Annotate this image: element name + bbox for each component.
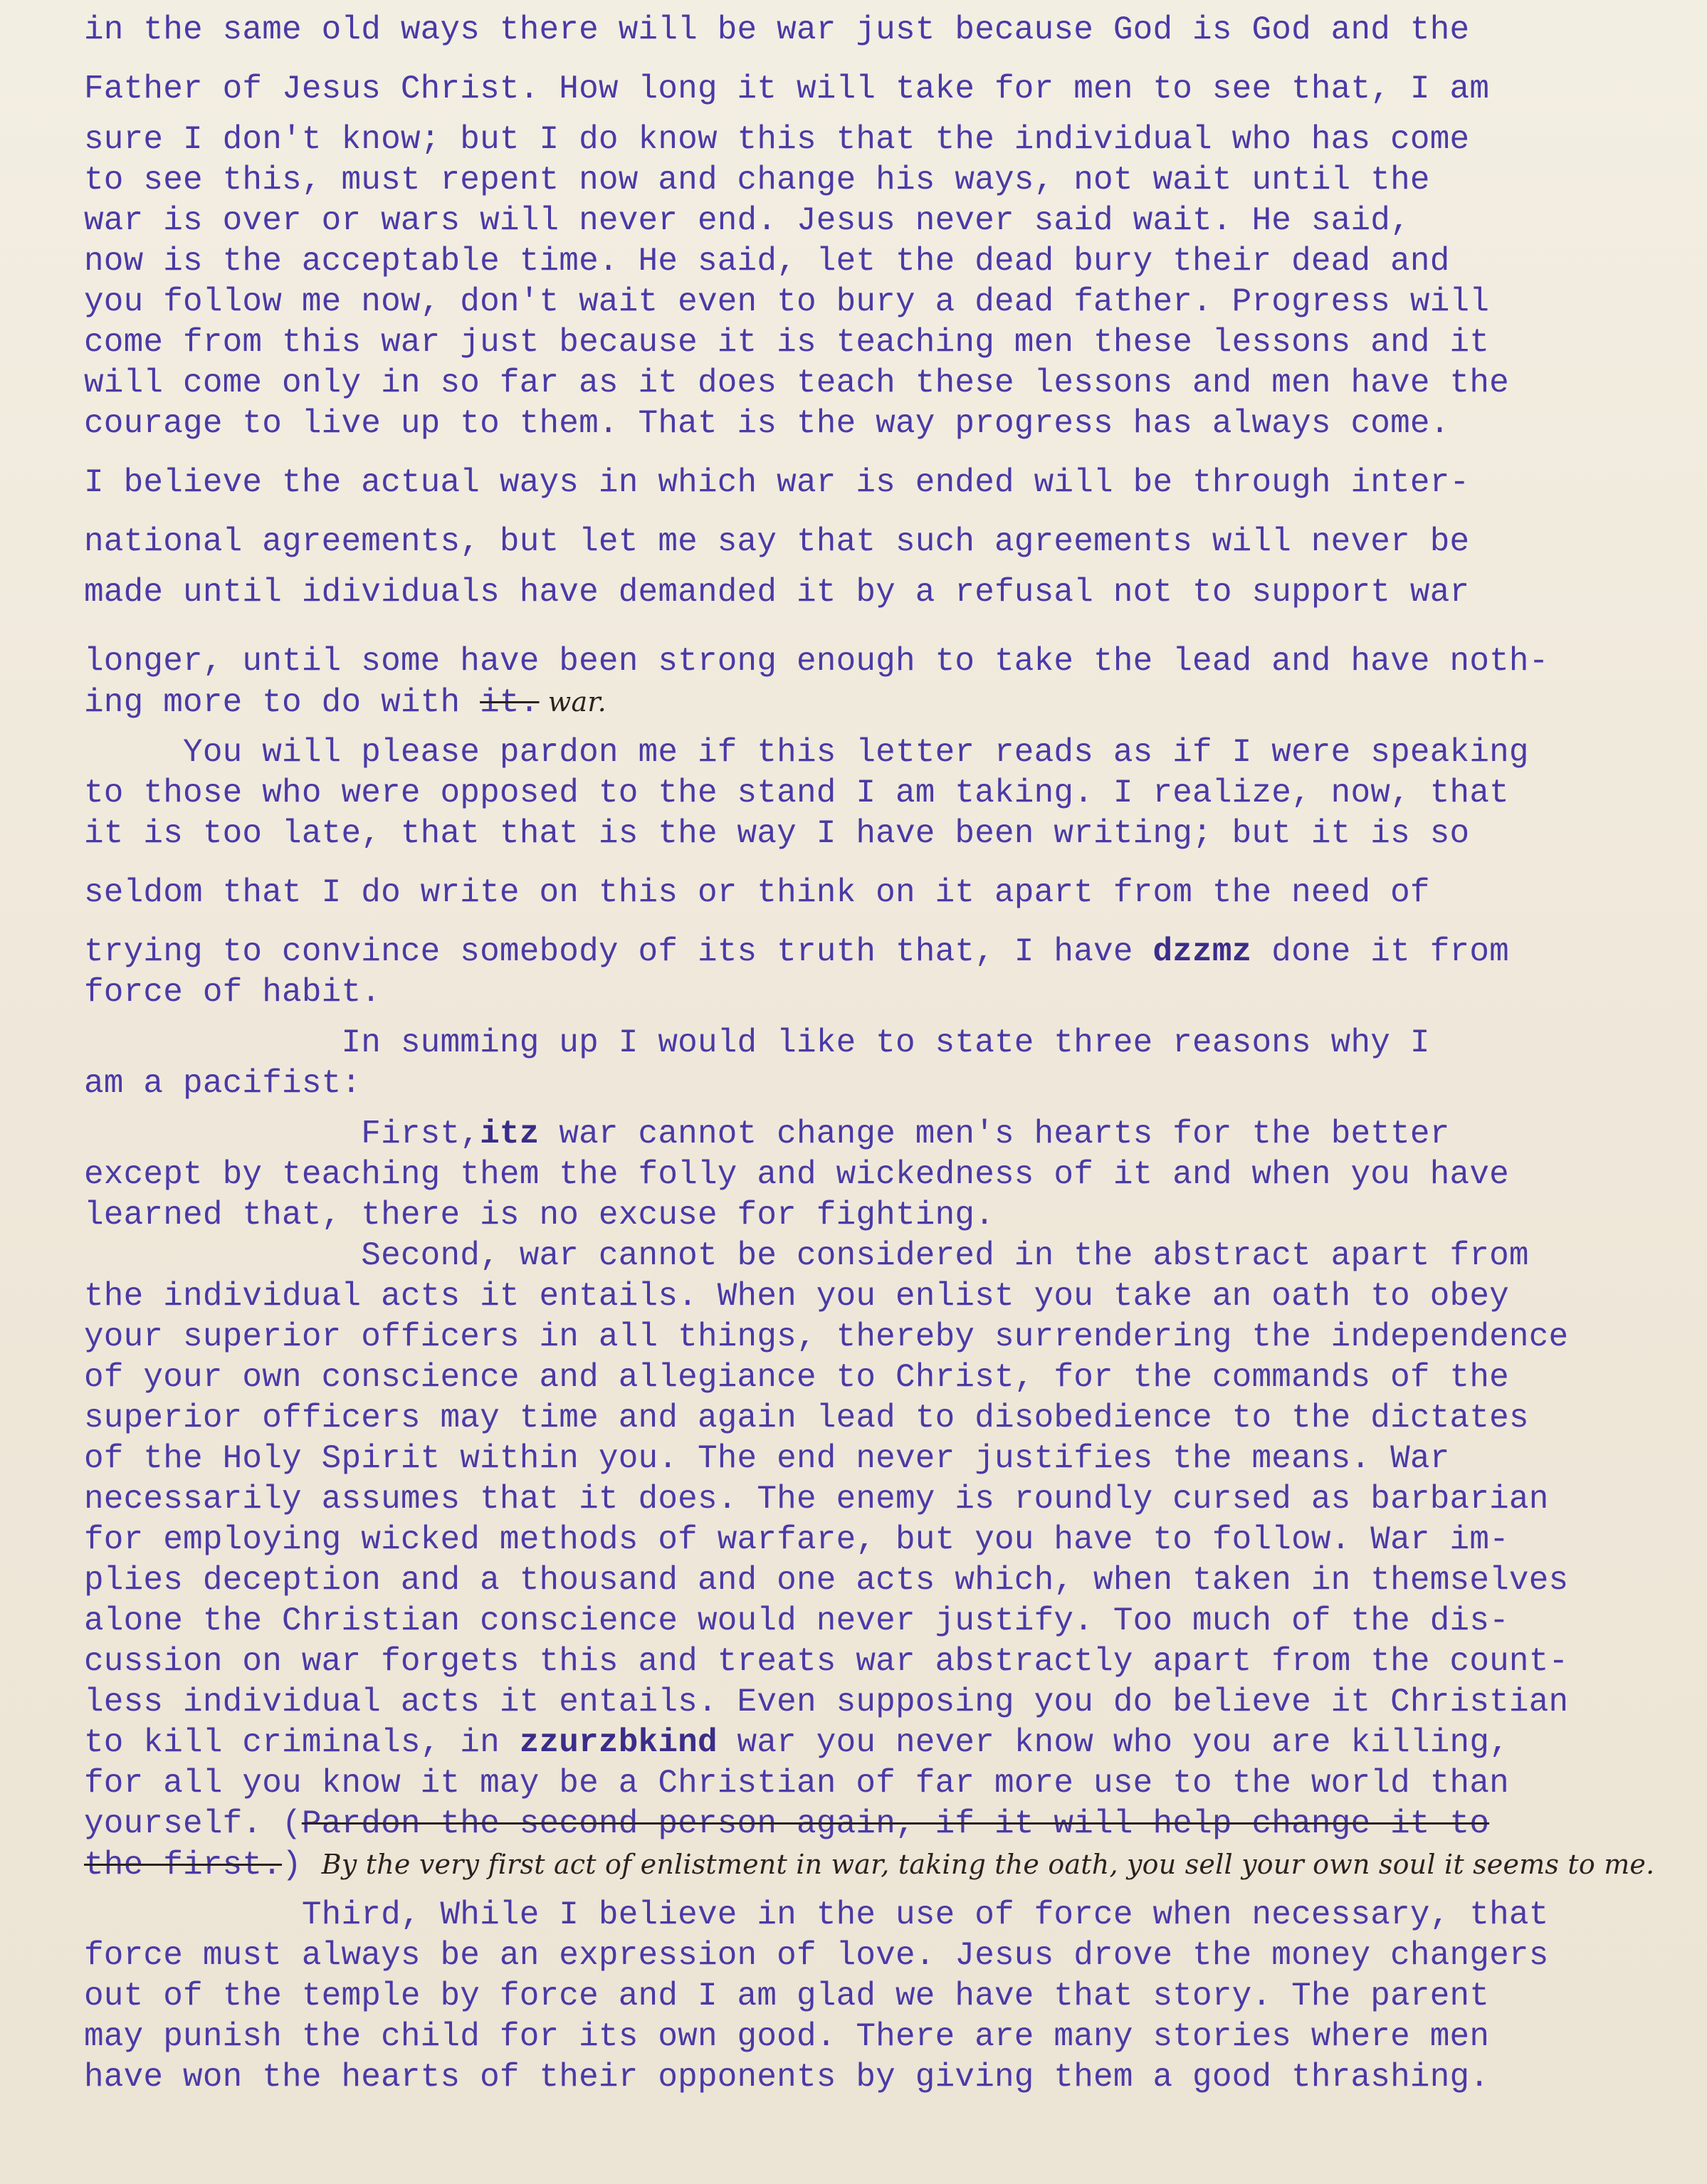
- text-line: cussion on war forgets this and treats war abstractly apart from the count-: [84, 1643, 1569, 1680]
- text-line: am a pacifist:: [84, 1065, 362, 1102]
- text-segment: ing more to do with: [84, 684, 480, 721]
- text-segment: yourself. (: [84, 1805, 302, 1842]
- text-line: to those who were opposed to the stand I am taking. I realize, now, that: [84, 775, 1509, 812]
- text-line: for all you know it may be a Christian of far more use to the world than: [84, 1765, 1509, 1802]
- text-line: Father of Jesus Christ. How long it will take for men to see that, I am: [84, 70, 1490, 107]
- text-line: the individual acts it entails. When you enlist you take an oath to obey: [84, 1278, 1509, 1315]
- typed-letter-body: [84, 10, 1686, 2098]
- text-line: to see this, must repent now and change his ways, not wait until the: [84, 162, 1430, 199]
- text-line: force must always be an expression of love. Jesus drove the money changers: [84, 1937, 1549, 1974]
- text-line: Second, war cannot be considered in the abstract apart from: [84, 1237, 1529, 1274]
- text-line: force of habit.: [84, 974, 382, 1011]
- text-line: out of the temple by force and I am glad we have that story. The parent: [84, 1978, 1490, 2015]
- text-segment: war cannot change men's hearts for the better: [539, 1115, 1450, 1153]
- text-line: necessarily assumes that it does. The enemy is roundly cursed as barbarian: [84, 1481, 1549, 1518]
- text-line: [84, 1723, 1686, 1763]
- text-line: now is the acceptable time. He said, let the dead bury their dead and: [84, 243, 1450, 280]
- text-line: courage to live up to them. That is the way progress has always come.: [84, 405, 1450, 442]
- text-line: your superior officers in all things, thereby surrendering the independence: [84, 1318, 1569, 1355]
- struck-out-text: the first.: [84, 1847, 283, 1884]
- text-segment: done it from: [1251, 933, 1509, 970]
- typed-overstrike: itz: [480, 1115, 540, 1153]
- text-line: you follow me now, don't wait even to bury a dead father. Progress will: [84, 283, 1490, 320]
- text-line: seldom that I do write on this or think on it apart from the need of: [84, 874, 1430, 911]
- text-line: plies deception and a thousand and one acts which, when taken in themselves: [84, 1562, 1569, 1599]
- text-line: of the Holy Spirit within you. The end never justifies the means. War: [84, 1440, 1450, 1477]
- text-line: except by teaching them the folly and wickedness of it and when you have: [84, 1156, 1509, 1193]
- text-line: I believe the actual ways in which war is ended will be through inter-: [84, 464, 1470, 501]
- text-segment: First,: [84, 1115, 480, 1153]
- text-line: [84, 1114, 1686, 1155]
- text-line: will come only in so far as it does teach these lessons and men have the: [84, 364, 1509, 401]
- text-line: it is too late, that that is the way I have been writing; but it is so: [84, 815, 1470, 852]
- text-line: for employing wicked methods of warfare, but you have to follow. War im-: [84, 1521, 1509, 1558]
- text-line: [84, 932, 1686, 972]
- text-line: [84, 682, 1686, 723]
- text-line: longer, until some have been strong enough to take the lead and have noth-: [84, 643, 1549, 680]
- text-line: have won the hearts of their opponents by giving them a good thrashing.: [84, 2059, 1490, 2096]
- text-line: [84, 1804, 1686, 1844]
- text-line: alone the Christian conscience would never justify. Too much of the dis-: [84, 1602, 1509, 1639]
- text-line: sure I don't know; but I do know this that the individual who has come: [84, 121, 1470, 158]
- text-line: less individual acts it entails. Even supposing you do believe it Christian: [84, 1684, 1569, 1721]
- text-line: come from this war just because it is teaching men these lessons and it: [84, 324, 1490, 361]
- text-line: war is over or wars will never end. Jesus never said wait. He said,: [84, 202, 1410, 239]
- handwritten-correction: war.: [539, 686, 606, 718]
- text-line: superior officers may time and again lead to disobedience to the dictates: [84, 1400, 1529, 1437]
- struck-out-text: it.: [480, 684, 540, 721]
- typed-overstrike: dzzmz: [1152, 933, 1252, 970]
- text-line: national agreements, but let me say that such agreements will never be: [84, 523, 1470, 560]
- text-line: learned that, there is no excuse for fighting.: [84, 1197, 995, 1234]
- handwritten-annotation: By the very first act of enlistment in war, taking the oath, you sell your own soul it seems to me.: [321, 1849, 1655, 1880]
- text-line: may punish the child for its own good. There are many stories where men: [84, 2018, 1490, 2055]
- text-segment: war you never know who you are killing,: [717, 1724, 1509, 1761]
- text-line: Third, While I believe in the use of force when necessary, that: [84, 1896, 1549, 1933]
- struck-out-text: Pardon the second person again, if it will help change it to: [301, 1805, 1490, 1842]
- text-line: made until idividuals have demanded it by a refusal not to support war: [84, 574, 1470, 611]
- text-line: In summing up I would like to state three reasons why I: [84, 1024, 1430, 1061]
- text-segment: ): [282, 1847, 322, 1884]
- text-segment: to kill criminals, in: [84, 1724, 520, 1761]
- text-line: of your own conscience and allegiance to Christ, for the commands of the: [84, 1359, 1509, 1396]
- text-line: in the same old ways there will be war just because God is God and the: [84, 11, 1470, 48]
- text-line: [84, 1844, 1686, 1885]
- text-segment: trying to convince somebody of its truth that, I have: [84, 933, 1153, 970]
- typed-overstrike: zzurzbkind: [519, 1724, 718, 1761]
- text-line: You will please pardon me if this letter reads as if I were speaking: [84, 734, 1529, 771]
